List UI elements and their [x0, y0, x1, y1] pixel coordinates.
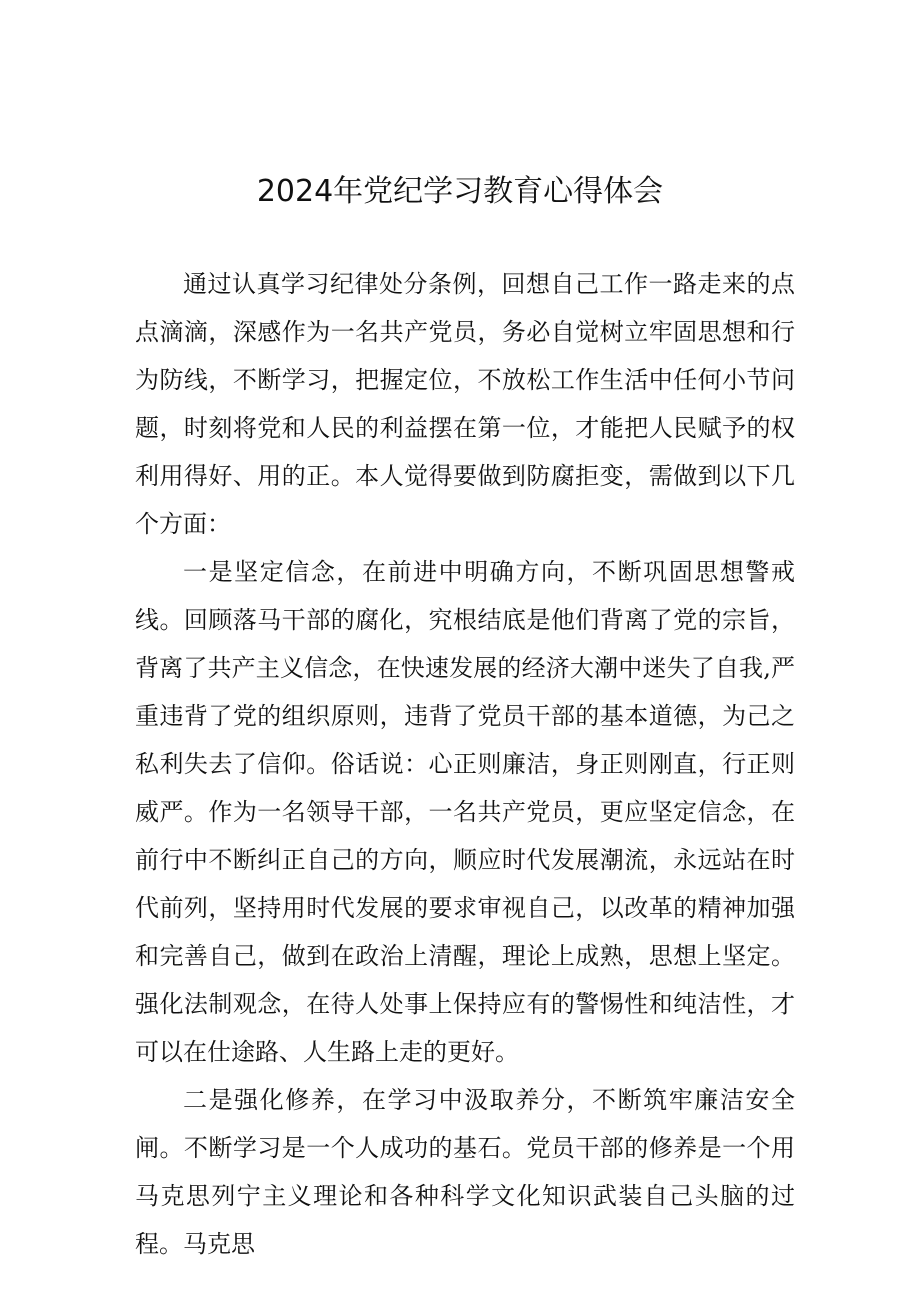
paragraph-point-one: 一是坚定信念，在前进中明确方向，不断巩固思想警戒线。回顾落马干部的腐化，究根结底是他们背离了党的宗旨，背离了共产主义信念，在快速发展的经济大潮中迷失了自我,严重违背了党的组织原则，违背了党员干部的基本道德，为己之私利失去了信仰。俗话说：心正则廉洁，身正则刚直，行正则威严。作为一名领导干部，一名共产党员，更应坚定信念，在前行中不断纠正自己的方向，顺应时代发展潮流，永远站在时代前列，坚持用时代发展的要求审视自己，以改革的精神加强和完善自己，做到在政治上清醒，理论上成熟，思想上坚定。强化法制观念，在待人处事上保持应有的警惕性和纯洁性，才可以在仕途路、人生路上走的更好。 [135, 558, 795, 1066]
document-title: 2024年党纪学习教育心得体会 [256, 174, 664, 209]
paragraph-intro: 通过认真学习纪律处分条例，回想自己工作一路走来的点点滴滴，深感作为一名共产党员，务必自觉树立牢固思想和行为防线，不断学习，把握定位，不放松工作生活中任何小节问题，时刻将党和人民的利益摆在第一位，才能把人民赋予的权利用得好、用的正。本人觉得要做到防腐拒变，需做到以下几个方面： [135, 270, 795, 538]
paragraph-point-two: 二是强化修养，在学习中汲取养分，不断筑牢廉洁安全闸。不断学习是一个人成功的基石。党员干部的修养是一个用马克思列宁主义理论和各种科学文化知识武装自己头脑的过程。马克思 [135, 1086, 795, 1258]
document-body [135, 260, 795, 1268]
